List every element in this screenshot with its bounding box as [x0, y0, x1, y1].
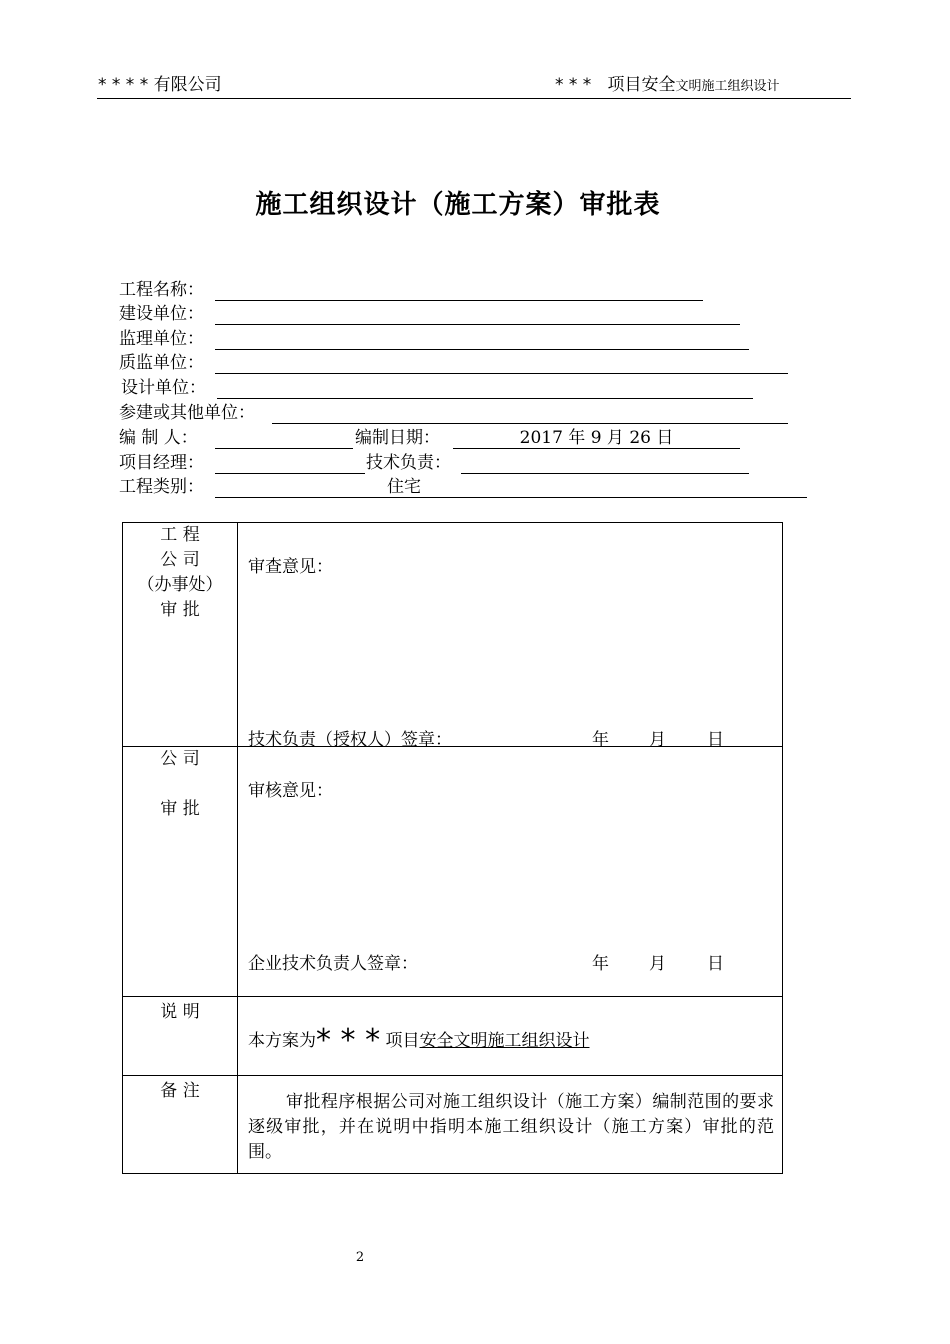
explanation-label-cell	[123, 997, 238, 1076]
engineering-approval-content-cell[interactable]	[238, 523, 783, 750]
company-approval-content-cell[interactable]	[238, 747, 783, 997]
explanation-text	[238, 1019, 782, 1058]
field-value[interactable]	[215, 327, 749, 350]
table-row-company	[123, 747, 783, 997]
page-number: 2	[355, 1250, 365, 1265]
header-company: * * * * 有限公司	[98, 75, 222, 95]
field-label: 设计单位：	[121, 378, 206, 398]
explanation-scope: 安全文明施工组织设计	[419, 1030, 590, 1051]
field-value-date[interactable]: 2017 年 9 月 26 日	[453, 426, 740, 449]
date-year-label: 年	[592, 730, 609, 750]
field-label: 监理单位：	[119, 329, 204, 349]
explanation-prefix: 本方案为	[248, 1030, 316, 1051]
project-stars: * * *	[316, 1022, 381, 1058]
date-year-label: 年	[592, 954, 609, 974]
field-value-tech-lead[interactable]	[461, 451, 749, 474]
field-value[interactable]	[215, 278, 703, 301]
field-manager-row	[119, 451, 759, 475]
label-line: 工 程	[160, 525, 200, 545]
header-project-main: 项目安全	[607, 75, 676, 95]
company-approval-label	[123, 747, 237, 822]
remarks-label: 备 注	[160, 1081, 200, 1101]
field-label: 建设单位：	[119, 304, 204, 324]
audit-opinion-label: 审核意见：	[248, 781, 333, 801]
header-project-stars: * * *	[555, 75, 592, 95]
engineering-approval-label-cell	[123, 523, 238, 747]
field-value-text: 住宅	[387, 477, 421, 497]
header-project	[555, 70, 780, 95]
field-label-date: 编制日期：	[355, 428, 440, 448]
signature-label: 企业技术负责人签章：	[248, 954, 418, 974]
field-label: 质监单位：	[119, 353, 204, 373]
label-line: （办事处）	[137, 575, 223, 595]
engineering-approval-label	[123, 523, 237, 623]
field-project-type	[119, 475, 819, 499]
field-label: 工程名称：	[119, 280, 204, 300]
field-value[interactable]	[215, 351, 788, 374]
field-project-name	[119, 278, 719, 302]
table-row-engineering	[123, 523, 783, 747]
label-line: 公 司	[160, 749, 200, 769]
company-approval-label-cell	[123, 747, 238, 997]
field-other-units	[119, 401, 799, 425]
field-value[interactable]	[217, 376, 753, 399]
remarks-label-cell	[123, 1076, 238, 1174]
label-line: 审 批	[160, 799, 200, 819]
field-quality-unit	[119, 351, 799, 375]
field-design-unit	[121, 376, 761, 400]
field-supervision-unit	[119, 327, 759, 351]
explanation-label: 说 明	[160, 1002, 200, 1022]
explanation-mid: 项目	[380, 1030, 420, 1051]
field-editor-row	[119, 426, 759, 450]
explanation-content-cell[interactable]	[238, 997, 783, 1076]
field-label-manager: 项目经理：	[119, 453, 204, 473]
date-day-label: 日	[707, 730, 724, 750]
date-month-label: 月	[649, 730, 666, 750]
field-value[interactable]	[272, 401, 788, 424]
signature-label: 技术负责（授权人）签章：	[248, 730, 452, 750]
review-opinion-label: 审查意见：	[248, 557, 333, 577]
header-divider	[97, 98, 851, 99]
field-label: 参建或其他单位：	[119, 403, 255, 423]
remarks-text: 审批程序根据公司对施工组织设计（施工方案）编制范围的要求逐级审批，并在说明中指明本施工组织设计（施工方案）审批的范围。	[248, 1092, 774, 1162]
table-row-explanation	[123, 997, 783, 1076]
field-value[interactable]	[215, 302, 740, 325]
header-project-sub: 文明施工组织设计	[675, 79, 780, 94]
field-label-editor: 编 制 人：	[119, 428, 198, 448]
field-construction-unit	[119, 302, 759, 326]
date-month-label: 月	[649, 954, 666, 974]
label-line: 公 司	[160, 550, 200, 570]
date-day-label: 日	[707, 954, 724, 974]
field-value-editor[interactable]	[215, 426, 353, 449]
field-value-manager[interactable]	[215, 451, 365, 474]
document-title: 施工组织设计（施工方案）审批表	[255, 190, 661, 220]
label-line: 审 批	[160, 600, 200, 620]
field-label: 工程类别：	[119, 477, 204, 497]
field-value[interactable]	[215, 475, 807, 498]
remarks-content-cell[interactable]	[238, 1076, 783, 1174]
field-label-tech-lead: 技术负责：	[366, 453, 451, 473]
table-row-remarks	[123, 1076, 783, 1174]
approval-table	[122, 522, 783, 1174]
